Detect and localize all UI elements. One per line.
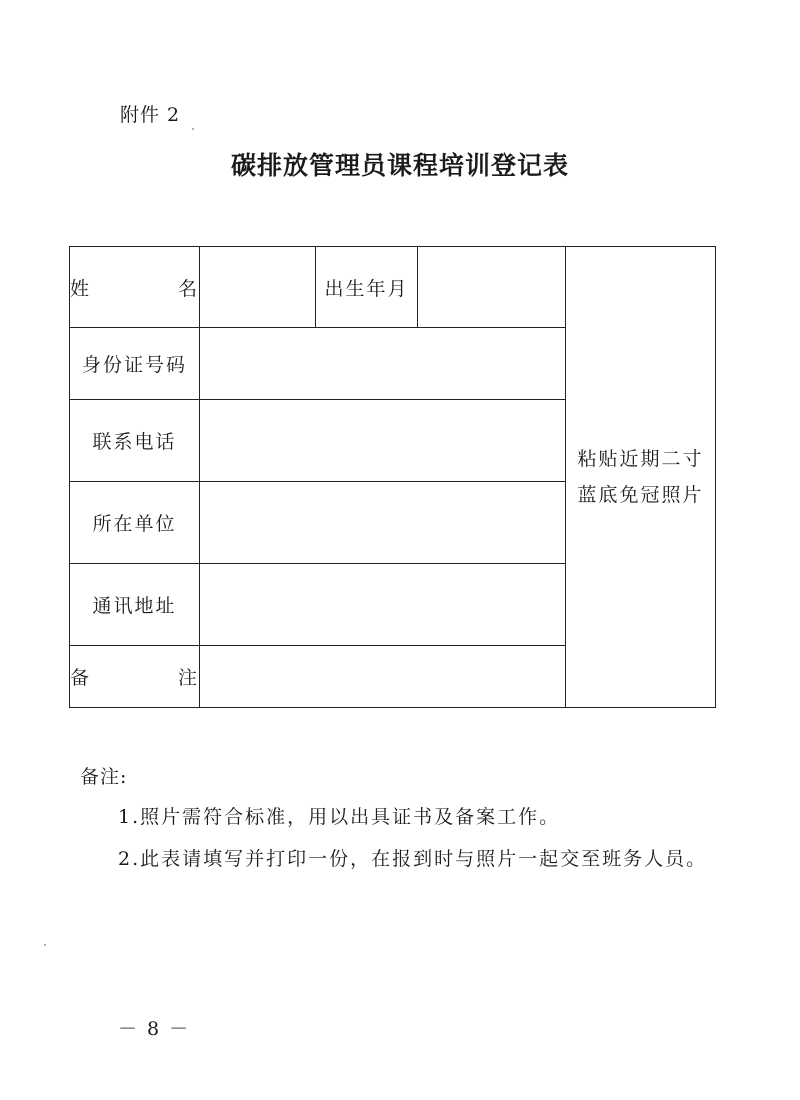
unit-label: 所在单位 — [70, 482, 200, 564]
phone-field[interactable] — [200, 400, 566, 482]
remark-label-char-1: 备 — [70, 667, 131, 689]
page-number: － 8 － — [118, 1018, 191, 1040]
name-label-char-1: 姓 — [70, 277, 131, 300]
remark-field[interactable] — [200, 646, 566, 708]
birth-field[interactable] — [418, 247, 566, 328]
attachment-label: 附件 2 — [120, 104, 181, 126]
name-label-char-2: 名 — [177, 277, 199, 300]
note-item-1: 1.照片需符合标准，用以出具证书及备案工作。 — [118, 806, 561, 828]
page-title: 碳排放管理员课程培训登记表 — [230, 151, 569, 180]
remark-label — [70, 646, 200, 708]
birth-label: 出生年月 — [316, 247, 418, 328]
scan-speck — [44, 944, 46, 946]
remark-label-char-2: 注 — [177, 667, 199, 689]
scan-speck — [192, 128, 194, 130]
address-label: 通讯地址 — [70, 564, 200, 646]
photo-box[interactable] — [566, 247, 716, 708]
note-item-2: 2.此表请填写并打印一份，在报到时与照片一起交至班务人员。 — [118, 848, 708, 870]
phone-label: 联系电话 — [70, 400, 200, 482]
name-field[interactable] — [200, 247, 316, 328]
photo-instruction-line2: 蓝底免冠照片 — [577, 484, 704, 506]
notes-heading: 备注: — [80, 766, 128, 788]
form-row-name — [70, 247, 716, 328]
unit-field[interactable] — [200, 482, 566, 564]
name-label — [70, 247, 200, 328]
address-field[interactable] — [200, 564, 566, 646]
photo-instruction-line1: 粘贴近期二寸 — [577, 448, 704, 470]
id-number-label: 身份证号码 — [70, 328, 200, 400]
id-number-field[interactable] — [200, 328, 566, 400]
registration-form-table — [69, 246, 716, 708]
